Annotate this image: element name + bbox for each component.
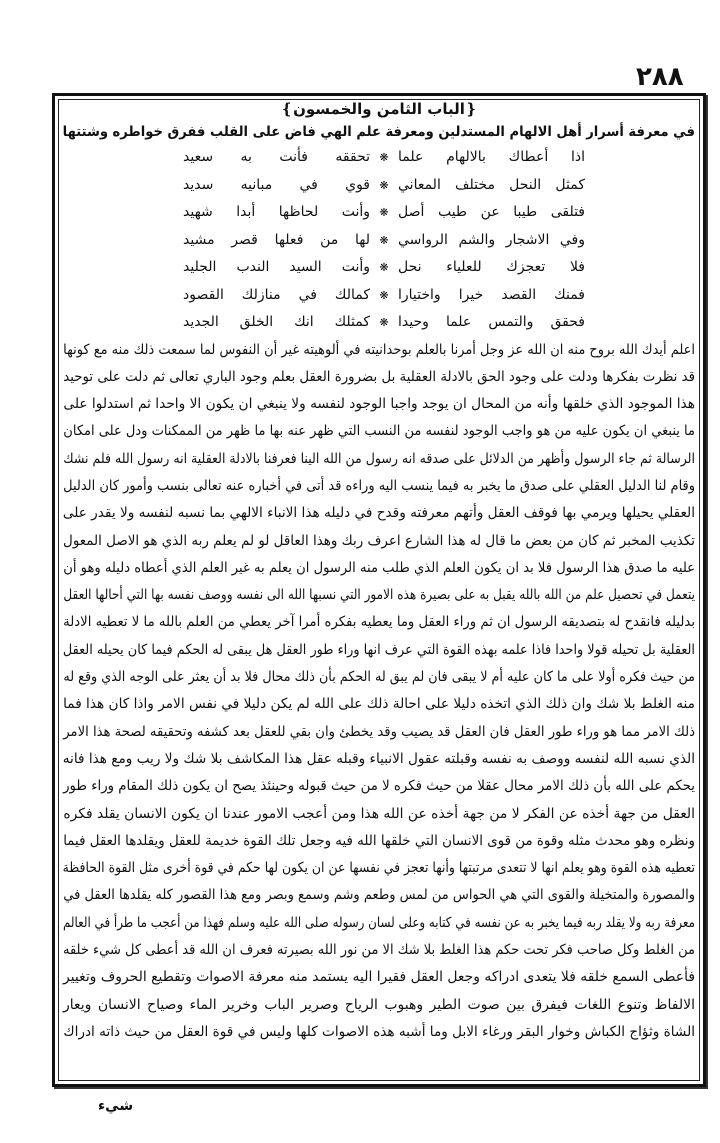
prose-line: تعطيه هذه القوة وهو يعلم انها لا تتعدى مرتبتها وأنها تعجز في نفسها عن ان يكون لها حكم في قوة أخرى مثل القوة الحافظة [62, 860, 695, 877]
verse-line [183, 199, 585, 227]
verse-first-hemistich: وفي الاشجار والشم الرواسي [398, 231, 585, 248]
prose-line: ذلك الامر مما هو وراء طور العقل فان العقل قد يصيب وقد يخطئ وان بقي للعقل بعد كشفه وتحقيقه لصحة هذا الامر [63, 723, 695, 740]
poem [63, 144, 695, 337]
page-number: ٢٨٨ [636, 62, 684, 92]
catchword: شيء [98, 1098, 134, 1114]
page-body [63, 96, 695, 1046]
verse-separator-star: ❋ [379, 316, 389, 329]
prose-line: بدليله فانقدح له بتصديقه الرسول ان ثم وراء العقل وما يعطيه بفكره أمرا آخر يعطي من العلم بالله ما لا تعطيه الادلة [63, 614, 696, 631]
prose-line: العقلية بل تحيله قولا واحدا فاذا علمه بهذه القوة التي عرف انها وراء طور العقل هل يبقى له الحكم فيما كان يحيله العقل [62, 641, 695, 658]
verse-separator-star: ❋ [379, 151, 389, 164]
verse-line [183, 282, 585, 310]
verse-line [183, 172, 585, 200]
prose-line: يحكم على الله بأن ذلك الامر محال عقلا من حيث فكره لا من حيث قبوله وحينئذ يصح ان يكون ذلك المقام وراء طور [63, 778, 696, 795]
verse-second-hemistich: تحققه فأنت به سعيد [183, 149, 370, 165]
verse-second-hemistich: كمثلك انك الخلق الجديد [183, 314, 370, 330]
verse-first-hemistich: فتلقى طيبا عن طيب أصل [398, 204, 585, 220]
prose-line: والمصورة والمتخيلة والقوى التي هي الحواس من لمس وطعم وشم وسمع وبصر ومع هذا القصور كله يقلدها العقل في [63, 887, 695, 904]
verse-second-hemistich: لها من فعلها قصر مشيد [183, 231, 370, 248]
prose-line: العقل من جهة أخذه عن الفكر لا من جهة أخذه عن الله هذا ومن أعجب الامور عندنا ان يكون الانسان يقلد فكره [63, 805, 695, 822]
prose-line: الذي نسبه الله لنفسه ووصف به نفسه وقبلته عقول الانبياء وقبله عقل هذا المكاشف بلا شك ولا ريب ومع هذا فانه [62, 750, 696, 767]
verse-line [183, 144, 585, 172]
chapter-title: ❴الباب الثامن والخمسون❵ [280, 100, 478, 118]
verse-second-hemistich: قوي في مبانيه سديد [183, 176, 370, 193]
prose-line: ونظره وهو محدث مثله وقوة من قوى الانسان التي خلقها الله فيه وجعل تلك القوة خديمة للعقل ويقلدها العقل فيما [63, 832, 696, 849]
prose-line: من حيث فكره أولا على ما كان عليه أم لا يبقى فان لم يبق له الحكم بأن ذلك محال فلا بد أن يعثر على الوجه الذي وقع له [63, 669, 695, 686]
verse-separator-star: ❋ [379, 288, 389, 302]
verse-separator-star: ❋ [379, 261, 389, 274]
verse-line [183, 227, 585, 255]
verse-separator-star: ❋ [379, 206, 389, 219]
prose-line: تكذيب المخبر ثم كان من بعض ما قال له هذا الشارع اعرف ربك وهذا العاقل لو لم يعلم ربه الذي هو الاصل المعول [63, 532, 695, 549]
prose-line: منه الغلط بلا شك وان ذلك الذي اتخذه دليلا على احالة ذلك على الله لم يكن دليلا في نفس الامر واذا كان هذا فما [63, 696, 695, 713]
prose-line: الشاة وثؤاج الكباش وخوار البقر ورغاء الابل وما أشبه هذه الاصوات كلها وليس في قوة العقل من حيث ذاته ادراك [63, 1023, 695, 1040]
verse-first-hemistich: اذا أعطاك بالالهام علما [398, 149, 585, 165]
prose-line: عليه ما صدق هذا الرسول فلا بد ان يكون العلم الذي طلب منه الرسول ان يعلم به غير العلم الذي أعطاه دليله وهو أن [63, 559, 695, 576]
prose-line: اعلم أيدك الله بروح منه ان الله عز وجل أمرنا بالعلم بوحدانيته في ألوهيته غير أن النفوس لما سمعت ذلك منه مع كونها [63, 341, 696, 358]
verse-first-hemistich: فحقق والتمس علما وحيدا [398, 314, 585, 330]
verse-second-hemistich: وأنت لحاظها أبدا شهيد [183, 204, 370, 220]
prose-line: يتعمل في تحصيل علم من الله بالله يقبل به على بصيرة هذه الامور التي نسبها الله الى نفسه ووصف نفسه بها التي أحالها العقل [63, 587, 695, 604]
verse-first-hemistich: فلا تعجزك للعلياء نحل [398, 259, 585, 275]
chapter-subtitle: في معرفة أسرار أهل الالهام المستدلين ومعرفة علم الهي فاض على القلب ففرق خواطره وشتتها [62, 124, 696, 140]
verse-separator-star: ❋ [379, 178, 389, 192]
prose-line: ما ينبغي ان يكون عليه من هو واجب الوجود لنفسه من النسب التي ظهر عنه بها ما ظهر من الممكنات ودل على امكان [63, 423, 695, 440]
verse-separator-star: ❋ [379, 233, 389, 247]
prose-line: فأعطى السمع خلقه فلا يتعدى ادراكه وجعل العقل فقيرا اليه يستمد منه معرفة الاصوات وتقطيع الحروف وتغيير [63, 969, 695, 986]
prose-line: الالفاظ وتنوع اللغات فيفرق بين صوت الطير وهبوب الرياح وصرير الباب وخرير الماء وصياح الانسان ويعار [63, 996, 695, 1013]
prose-line: معرفة ربه ولا يقلد ربه فيما يخبر به عن نفسه في كتابه وعلى لسان رسوله صلى الله عليه وسلم فهذا من أعجب ما طرأ في العالم [62, 914, 695, 931]
verse-first-hemistich: فمنك القصد خيرا واختيارا [398, 286, 585, 303]
prose-line: العقلي يحيلها ويرمي بها فوقف العقل وأتهم معرفته وقدح في دليله هذا الانباء الالهي بما نسبه لنفسه ولا يقدر على [62, 505, 695, 522]
prose-line: الرسالة ثم جاء الرسول وأظهر من الدلائل على صدقه انه رسول من الله الينا فعرفنا بالادلة العقلية انه رسول الله فلم نشك [63, 450, 695, 467]
verse-line [183, 254, 585, 282]
prose-body [63, 337, 695, 1047]
verse-second-hemistich: كمالك في منازلك القصود [183, 286, 370, 303]
prose-line: من الغلط وكل صاحب فكر تحت حكم هذا الغلط بلا شك الا من نور الله بصيرته فعرف ان الله قد أعطى كل شيء خلقه [62, 942, 695, 959]
page-frame [52, 93, 706, 1087]
prose-line: هذا الموجود الذي خلقها وأنه من المحال ان يوجد واجبا الوجود لنفسه ولا ينبغي ان يكون الا واحدا ثم استدلوا على [63, 396, 695, 413]
prose-line: قد نظرت بفكرها ودلت على وجود الحق بالادلة العقلية بل بضرورة العقل بعلم وجود الباري تعالى ثم دلت على توحيد [63, 368, 695, 385]
verse-first-hemistich: كمثل النحل مختلف المعاني [398, 176, 585, 193]
verse-line [183, 309, 585, 337]
verse-second-hemistich: وأنت السيد الندب الجليد [183, 259, 370, 275]
prose-line: وقام لنا الدليل العقلي على صدق ما يخبر به فيما ينسب اليه وراءه قد أتى في أخباره عنه تعالى بنسب وأمور كان الدليل [63, 477, 696, 494]
